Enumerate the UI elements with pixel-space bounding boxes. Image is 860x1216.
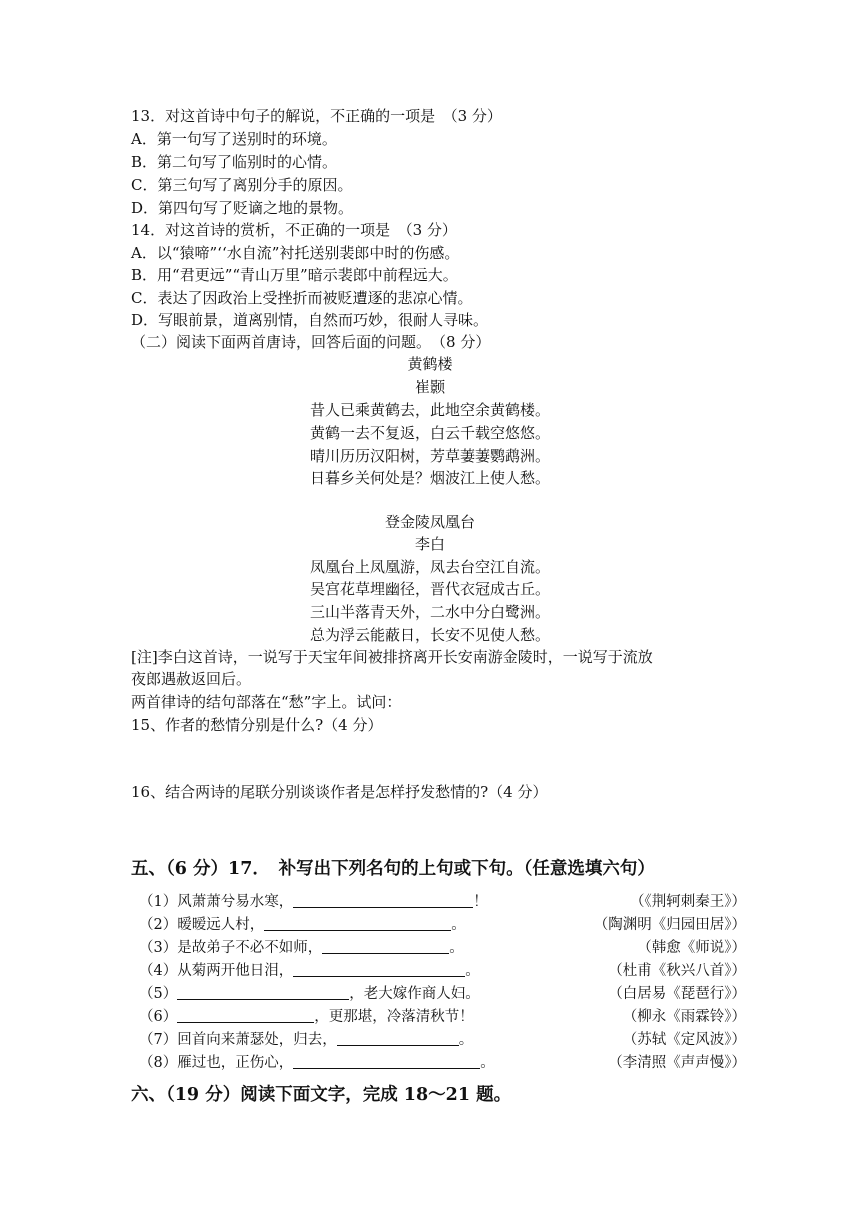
poem1-line: 晴川历历汉阳树，芳草萋萋鹦鹉洲。 (309, 447, 550, 465)
q13-option-d: D．第四句写了贬谪之地的景物。 (131, 199, 354, 217)
item-text: ！ (473, 894, 488, 910)
poem2-line: 吴宫花草埋幽径，晋代衣冠成古丘。 (309, 580, 550, 598)
item-text: （5） (139, 986, 178, 1002)
poem2-line: 总为浮云能蔽日，长安不见使人愁。 (309, 626, 550, 644)
q16: 16、结合两诗的尾联分别谈谈作者是怎样抒发愁情的?（4 分） (131, 783, 548, 801)
poem2-title: 登金陵凤凰台 (384, 513, 475, 531)
poem1-line: 日暮乡关何处是？烟波江上使人愁。 (309, 469, 550, 487)
note-line: 夜郎遇赦返回后。 (131, 670, 252, 688)
item-text: （7）回首向来萧瑟处，归去， (139, 1032, 337, 1048)
q14-option-a: A．以“猿啼”‘‘水自流”衬托送别裴郎中时的伤感。 (131, 244, 460, 262)
item-source: （韩愈《师说》） (637, 940, 746, 956)
fill-row (131, 1052, 746, 1074)
answer-blank[interactable] (293, 960, 465, 977)
poem2-line: 三山半落青天外，二水中分白鹭洲。 (309, 603, 550, 621)
item-text: ，更那堪，冷落清秋节！ (314, 1009, 474, 1025)
item-source: （苏轼《定风波》） (622, 1032, 746, 1048)
fill-row (131, 937, 746, 959)
fill-row (131, 960, 746, 982)
item-text: 。 (451, 917, 466, 933)
item-source: （陶渊明《归园田居》） (593, 917, 746, 933)
answer-blank[interactable] (177, 1006, 314, 1023)
section6-heading: 六、（19 分）阅读下面文字，完成 18～21 题。 (131, 1085, 512, 1105)
fill-row (131, 891, 746, 913)
answer-blank[interactable] (337, 1029, 459, 1046)
item-text: ，老大嫁作商人妇。 (349, 986, 480, 1002)
q15: 15、作者的愁情分别是什么?（4 分） (131, 716, 383, 734)
q13-option-c: C．第三句写了离别分手的原因。 (131, 176, 353, 194)
poem1-line: 昔人已乘黄鹤去，此地空余黄鹤楼。 (309, 401, 550, 419)
q14-option-c: C．表达了因政治上受挫折而被贬遭逐的悲凉心情。 (131, 289, 473, 307)
answer-blank[interactable] (177, 983, 349, 1000)
poem1-line: 黄鹤一去不复返，白云千载空悠悠。 (309, 424, 550, 442)
q14-stem: 14．对这首诗的赏析，不正确的一项是 （3 分） (131, 221, 457, 239)
item-source: （李清照《声声慢》） (608, 1055, 746, 1071)
q13-option-a: A．第一句写了送别时的环境。 (131, 130, 337, 148)
item-text: （6） (139, 1009, 178, 1025)
item-text: 。 (480, 1055, 495, 1071)
item-text: （8）雁过也，正伤心， (139, 1055, 294, 1071)
answer-blank[interactable] (322, 937, 449, 954)
fill-row (131, 914, 746, 936)
poem2-line: 凤凰台上凤凰游，凤去台空江自流。 (309, 558, 550, 576)
poem1-author: 崔颢 (414, 378, 445, 396)
q13-stem: 13．对这首诗中句子的解说，不正确的一项是 （3 分） (131, 107, 502, 125)
q14-option-b: B．用“君更远”“青山万里”暗示裴郎中前程远大。 (131, 266, 458, 284)
q13-option-b: B．第二句写了临别时的心情。 (131, 153, 338, 171)
fill-row (131, 1006, 746, 1028)
item-text: 。 (449, 940, 464, 956)
poem2-author: 李白 (414, 535, 445, 553)
item-text: （2）暧暧远人村， (139, 917, 265, 933)
question-prompt: 两首律诗的结句部落在“愁”字上。试问： (131, 693, 402, 711)
item-source: （柳永《雨霖铃》） (622, 1009, 746, 1025)
item-text: （3）是故弟子不必不如师， (139, 940, 323, 956)
answer-blank[interactable] (293, 891, 473, 908)
item-text: （1）风萧萧兮易水寒， (139, 894, 294, 910)
item-source: （杜甫《秋兴八首》） (608, 963, 746, 979)
q14-option-d: D．写眼前景，道离别情，自然而巧妙，很耐人寻味。 (131, 311, 489, 329)
section5-heading: 五、（6 分）17． 补写出下列名句的上句或下句。（任意选填六句） (131, 859, 655, 879)
answer-blank[interactable] (264, 914, 451, 931)
item-text: 。 (465, 963, 480, 979)
poem1-title: 黄鹤楼 (407, 355, 453, 373)
item-source: （《荆轲刺秦王》） (630, 894, 746, 910)
item-text: （4）从菊两开他日泪， (139, 963, 294, 979)
item-text: 。 (458, 1032, 474, 1048)
section2-intro: （二）阅读下面两首唐诗，回答后面的问题。 （8 分） (131, 333, 491, 351)
fill-row (131, 1029, 746, 1051)
fill-row (131, 983, 746, 1005)
note-line: [注]李白这首诗，一说写于天宝年间被排挤离开长安南游金陵时，一说写于流放 (131, 648, 653, 666)
item-source: （白居易《琵琶行》） (608, 986, 746, 1002)
answer-blank[interactable] (293, 1052, 480, 1069)
